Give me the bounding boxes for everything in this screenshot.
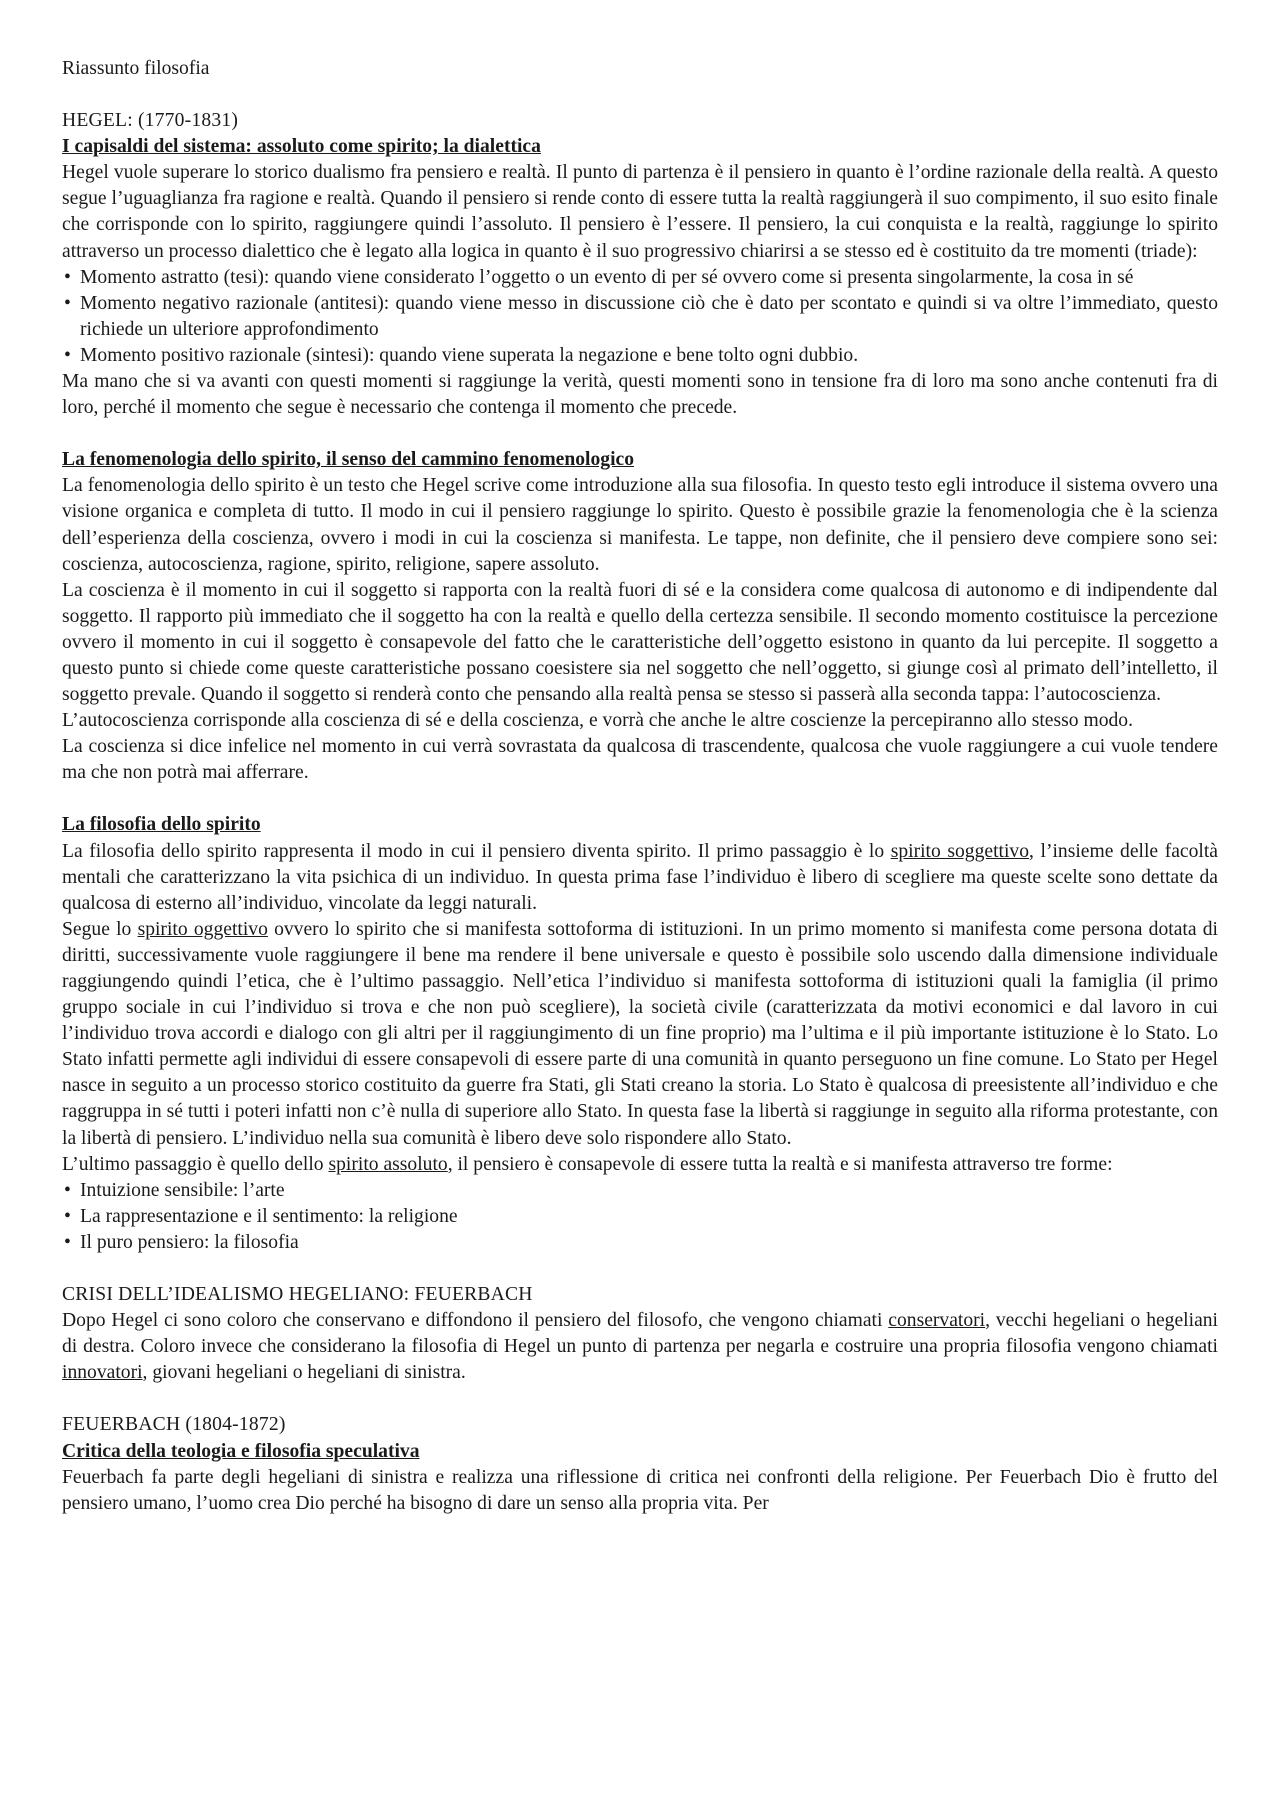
feuerbach-author-line: FEUERBACH (1804-1872) [62, 1414, 286, 1436]
list-item: • Momento positivo razionale (sintesi): quando viene superata la negazione e bene tolto ogni dubbio. [62, 343, 1218, 369]
underlined-term: conservatori [888, 1310, 986, 1332]
text-run: , l’insieme delle facoltà mentali che caratterizzano la vita psichica di un individuo. In questa prima fase l’individuo è libero di scegliere ma queste scelte sono dettate da qualcosa di esterno all’individuo, vincolate da leggi naturali. [62, 840, 1218, 914]
list-item: • Intuizione sensibile: l’arte [62, 1178, 1218, 1204]
list-item: • Momento negativo razionale (antitesi): quando viene messo in discussione ciò che è dato per scontato e quindi si va oltre l’immediato, questo richiede un ulteriore approfondimento [62, 291, 1218, 343]
triade-list [62, 265, 1218, 369]
section-heading-fenomenologia: La fenomenologia dello spirito, il senso del cammino fenomenologico [62, 449, 635, 471]
paragraph-feuerbach-intro: Feuerbach fa parte degli hegeliani di sinistra e realizza una riflessione di critica nei confronti della religione. Per Feuerbach Dio è frutto del pensiero umano, l’uomo crea Dio perché ha bisogno di dare un senso alla propria vita. Per [62, 1466, 1218, 1514]
paragraph-triade-conclusion: Ma mano che si va avanti con questi momenti si raggiunge la verità, questi momenti sono in tensione fra di loro ma sono anche contenuti fra di loro, perché il momento che segue è necessario che contenga il momento che precede. [62, 371, 1218, 419]
paragraph-hegeliani [62, 1308, 1218, 1386]
paragraph-coscienza: La coscienza è il momento in cui il soggetto si rapporta con la realtà fuori di sé e la considera come qualcosa di autonomo e di indipendente dal soggetto. Il rapporto più immediato che il soggetto ha con la realtà e quello della certezza sensibile. Il secondo momento costituisce la percezione ovvero il momento in cui il soggetto è consapevole del fatto che le caratteristiche dell’oggetto esistono in quanto da lui percepite. Il soggetto a questo punto si chiede come queste caratteristiche possano coesistere sia nel soggetto che nell’oggetto, si giunge così al primato dell’intelletto, il soggetto prevale. Quando il soggetto si renderà conto che pensando alla realtà pensa se stesso si passerà alla seconda tappa: l’autocoscienza. [62, 579, 1218, 706]
text-run: , giovani hegeliani o hegeliani di sinistra. [142, 1362, 466, 1384]
spirito-assoluto-list [62, 1178, 1218, 1256]
document-title: Riassunto filosofia [62, 58, 210, 79]
paragraph-fenomenologia-intro: La fenomenologia dello spirito è un testo che Hegel scrive come introduzione alla sua filosofia. In questo testo egli introduce il sistema ovvero una visione organica e completa di tutto. Il modo in cui il pensiero raggiunge lo spirito. Questo è possibile grazie la fenomenologia che è la scienza dell’esperienza della coscienza, ovvero i modi in cui la coscienza si manifesta. Le tappe, non definite, che il pensiero deve compiere sono sei: coscienza, autocoscienza, ragione, spirito, religione, sapere assoluto. [62, 475, 1218, 575]
underlined-term: spirito soggettivo [890, 840, 1030, 862]
text-run: Segue lo [62, 918, 138, 940]
paragraph-coscienza-infelice: La coscienza si dice infelice nel momento in cui verrà sovrastata da qualcosa di trascendente, qualcosa che vuole raggiungere a cui vuole tendere ma che non potrà mai afferrare. [62, 736, 1218, 784]
text-run: ovvero lo spirito che si manifesta sottoforma di istituzioni. In un primo momento si manifesta come persona dotata di diritti, successivamente vuole raggiungere il bene ma rendere il bene universale e questo è possibile solo uscendo dalla dimensione individuale raggiungendo quindi l’etica, che è l’ultimo passaggio. Nell’etica l’individuo si manifesta sottoforma di istituzioni quali la famiglia (il primo gruppo sociale in cui l’individuo si trova e che non può scegliere), la società civile (caratterizzata da motivi economici e dal lavoro in cui l’individuo trova accordi e dialogo con gli altri per il raggiungimento di un fine proprio) ma l’ultima e il più importante istituzione è lo Stato. Lo Stato infatti permette agli individui di essere consapevoli di essere parte di una comunità in quanto perseguono un fine comune. Lo Stato per Hegel nasce in seguito a un processo storico costituito da guerre fra Stati, gli Stati creano la storia. Lo Stato è qualcosa di preesistente all’individuo e che raggruppa in sé tutti i poteri infatti non c’è nulla di superiore allo Stato. In questa fase la libertà si raggiunge in seguito alla riforma protestante, con la libertà di pensiero. L’individuo nella sua comunità è libero deve solo rispondere allo Stato. [62, 918, 1218, 1149]
list-item: • Momento astratto (tesi): quando viene considerato l’oggetto o un evento di per sé ovvero come si presenta singolarmente, la cosa in sé [62, 265, 1218, 291]
paragraph-hegel-intro: Hegel vuole superare lo storico dualismo fra pensiero e realtà. Il punto di partenza è il pensiero in quanto è l’ordine razionale della realtà. A questo segue l’uguaglianza fra ragione e realtà. Quando il pensiero si rende conto di essere tutta la realtà raggiungerà il suo compimento, il suo esito finale che corrisponde con lo spirito, raggiungere quindi l’assoluto. Il pensiero è l’essere. Il pensiero, la cui conquista e la realtà, raggiunge lo spirito attraverso un processo dialettico che è legato alla logica in quanto è il suo progressivo chiarirsi a se stesso ed è costituito da tre momenti (triade): [62, 162, 1218, 262]
underlined-term: spirito oggettivo [137, 918, 268, 940]
text-run: La filosofia dello spirito rappresenta il modo in cui il pensiero diventa spirito. Il primo passaggio è lo [62, 840, 891, 862]
text-run: L’ultimo passaggio è quello dello [62, 1153, 329, 1175]
paragraph-spirito-soggettivo [62, 839, 1218, 917]
paragraph-spirito-assoluto [62, 1152, 1218, 1178]
paragraph-autocoscienza: L’autocoscienza corrisponde alla coscienza di sé e della coscienza, e vorrà che anche le altre coscienze la percepiranno allo stesso modo. [62, 710, 1133, 732]
text-run: , vecchi hegeliani o hegeliani di destra. Coloro invece che considerano la filosofia di Hegel un punto di partenza per negarla e costruire una propria filosofia vengono chiamati [62, 1310, 1219, 1358]
spacer [62, 1256, 1218, 1282]
underlined-term: spirito assoluto [328, 1153, 448, 1175]
list-item: • La rappresentazione e il sentimento: la religione [62, 1204, 1218, 1230]
text-run: Dopo Hegel ci sono coloro che conservano e diffondono il pensiero del filosofo, che vengono chiamati [62, 1310, 889, 1332]
spacer [62, 82, 1218, 108]
section-heading-crisi: CRISI DELL’IDEALISMO HEGELIANO: FEUERBACH [62, 1284, 533, 1306]
section-heading-filosofia-spirito: La filosofia dello spirito [62, 814, 261, 836]
section-heading-critica-teologia: Critica della teologia e filosofia speculativa [62, 1440, 420, 1462]
list-item: • Il puro pensiero: la filosofia [62, 1230, 1218, 1256]
spacer [62, 786, 1218, 812]
spacer [62, 421, 1218, 447]
text-run: , il pensiero è consapevole di essere tutta la realtà e si manifesta attraverso tre forme: [447, 1153, 1113, 1175]
hegel-author-line: HEGEL: (1770-1831) [62, 110, 239, 132]
spacer [62, 1386, 1218, 1412]
paragraph-spirito-oggettivo [62, 917, 1218, 1152]
underlined-term: innovatori [62, 1362, 143, 1384]
section-heading-capisaldi: I capisaldi del sistema: assoluto come spirito; la dialettica [62, 136, 541, 158]
